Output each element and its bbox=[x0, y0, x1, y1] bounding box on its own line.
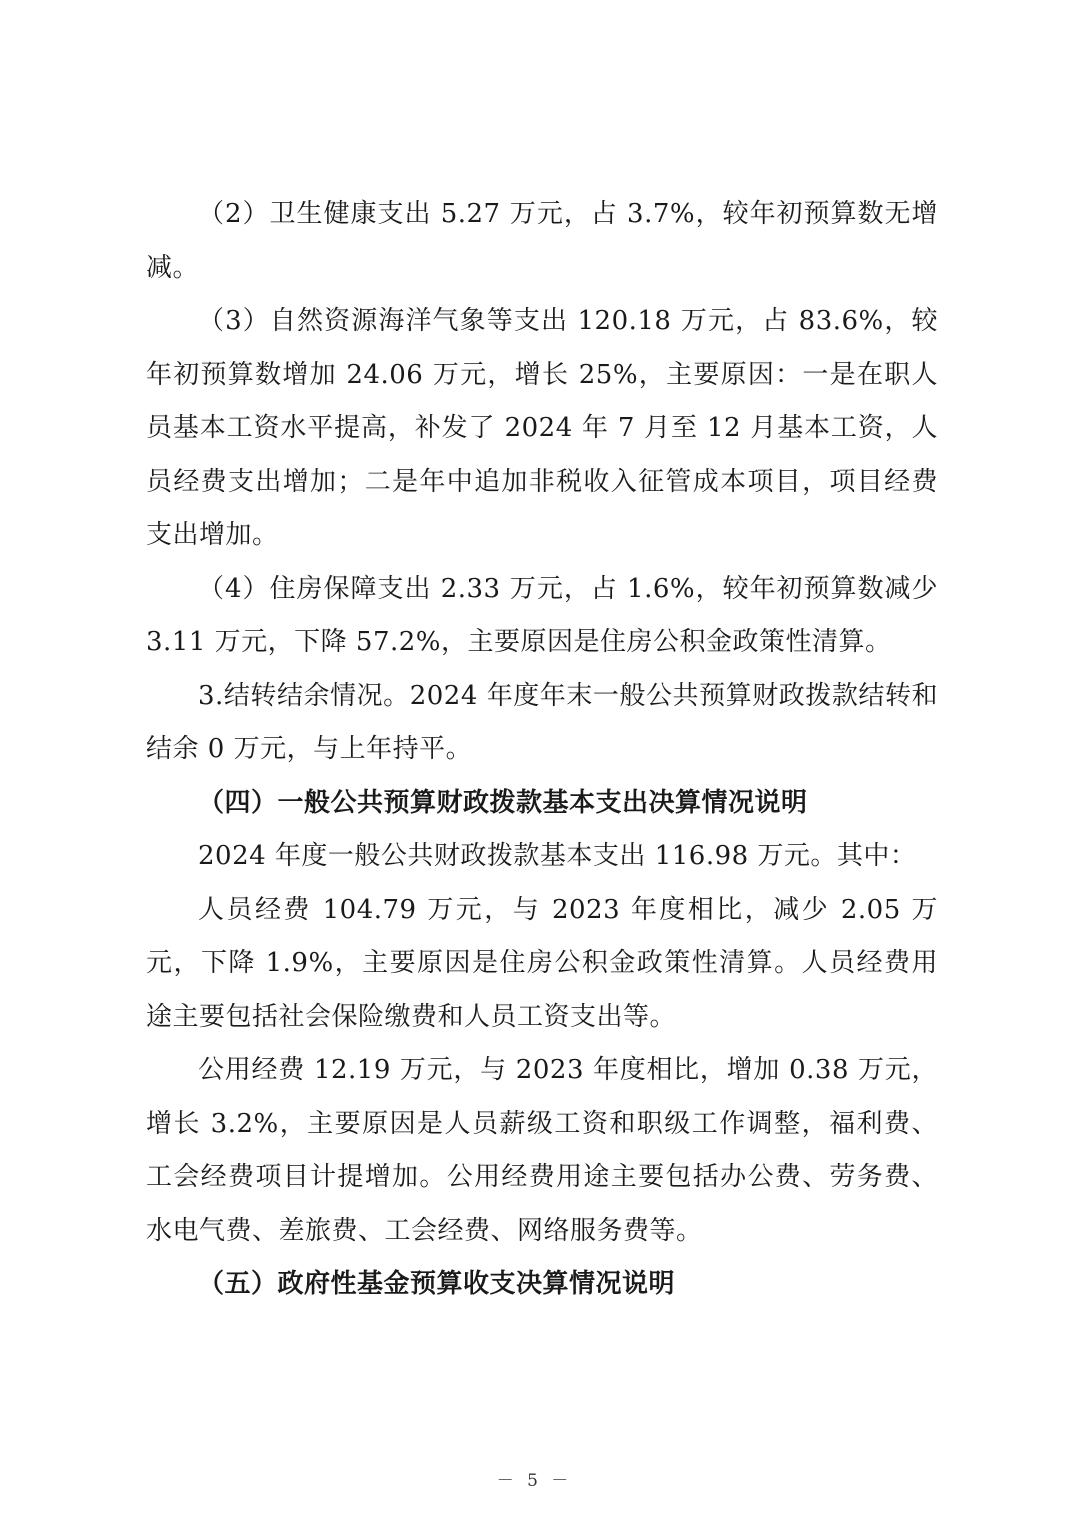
paragraph-housing-expenditure: （4）住房保障支出 2.33 万元，占 1.6%，较年初预算数减少 3.11 万元，下降 57.2%，主要原因是住房公积金政策性清算。 bbox=[146, 573, 938, 657]
paragraph-health-expenditure: （2）卫生健康支出 5.27 万元，占 3.7%，较年初预算数无增减。 bbox=[146, 199, 938, 283]
page-number: － 5 － bbox=[496, 1471, 573, 1491]
paragraph-personnel-expenses: 人员经费 104.79 万元，与 2023 年度相比，减少 2.05 万元，下降 1.9%，主要原因是住房公积金政策性清算。人员经费用途主要包括社会保险缴费和人员工资支出等。 bbox=[146, 894, 938, 1032]
section-heading-basic-expenditure: （四）一般公共预算财政拨款基本支出决算情况说明 bbox=[198, 787, 808, 818]
document-body bbox=[146, 188, 938, 1312]
paragraph-natural-resources-expenditure: （3）自然资源海洋气象等支出 120.18 万元，占 83.6%，较年初预算数增加 24.06 万元，增长 25%，主要原因：一是在职人员基本工资水平提高，补发了 2024 年 7 月至 12 月基本工资，人员经费支出增加；二是年中追加非税收入征管成本项目，项目经费支出增加。 bbox=[146, 306, 938, 550]
paragraph-basic-expenditure-total: 2024 年度一般公共财政拨款基本支出 116.98 万元。其中： bbox=[198, 841, 917, 871]
paragraph-public-expenses: 公用经费 12.19 万元，与 2023 年度相比，增加 0.38 万元，增长 3.2%，主要原因是人员薪级工资和职级工作调整，福利费、工会经费项目计提增加。公用经费用途主要包括办公费、劳务费、水电气费、差旅费、工会经费、网络服务费等。 bbox=[146, 1055, 938, 1246]
section-heading-government-fund: （五）政府性基金预算收支决算情况说明 bbox=[198, 1269, 676, 1299]
paragraph-carryover-balance: 3.结转结余情况。2024 年度年末一般公共预算财政拨款结转和结余 0 万元，与上年持平。 bbox=[146, 680, 938, 764]
